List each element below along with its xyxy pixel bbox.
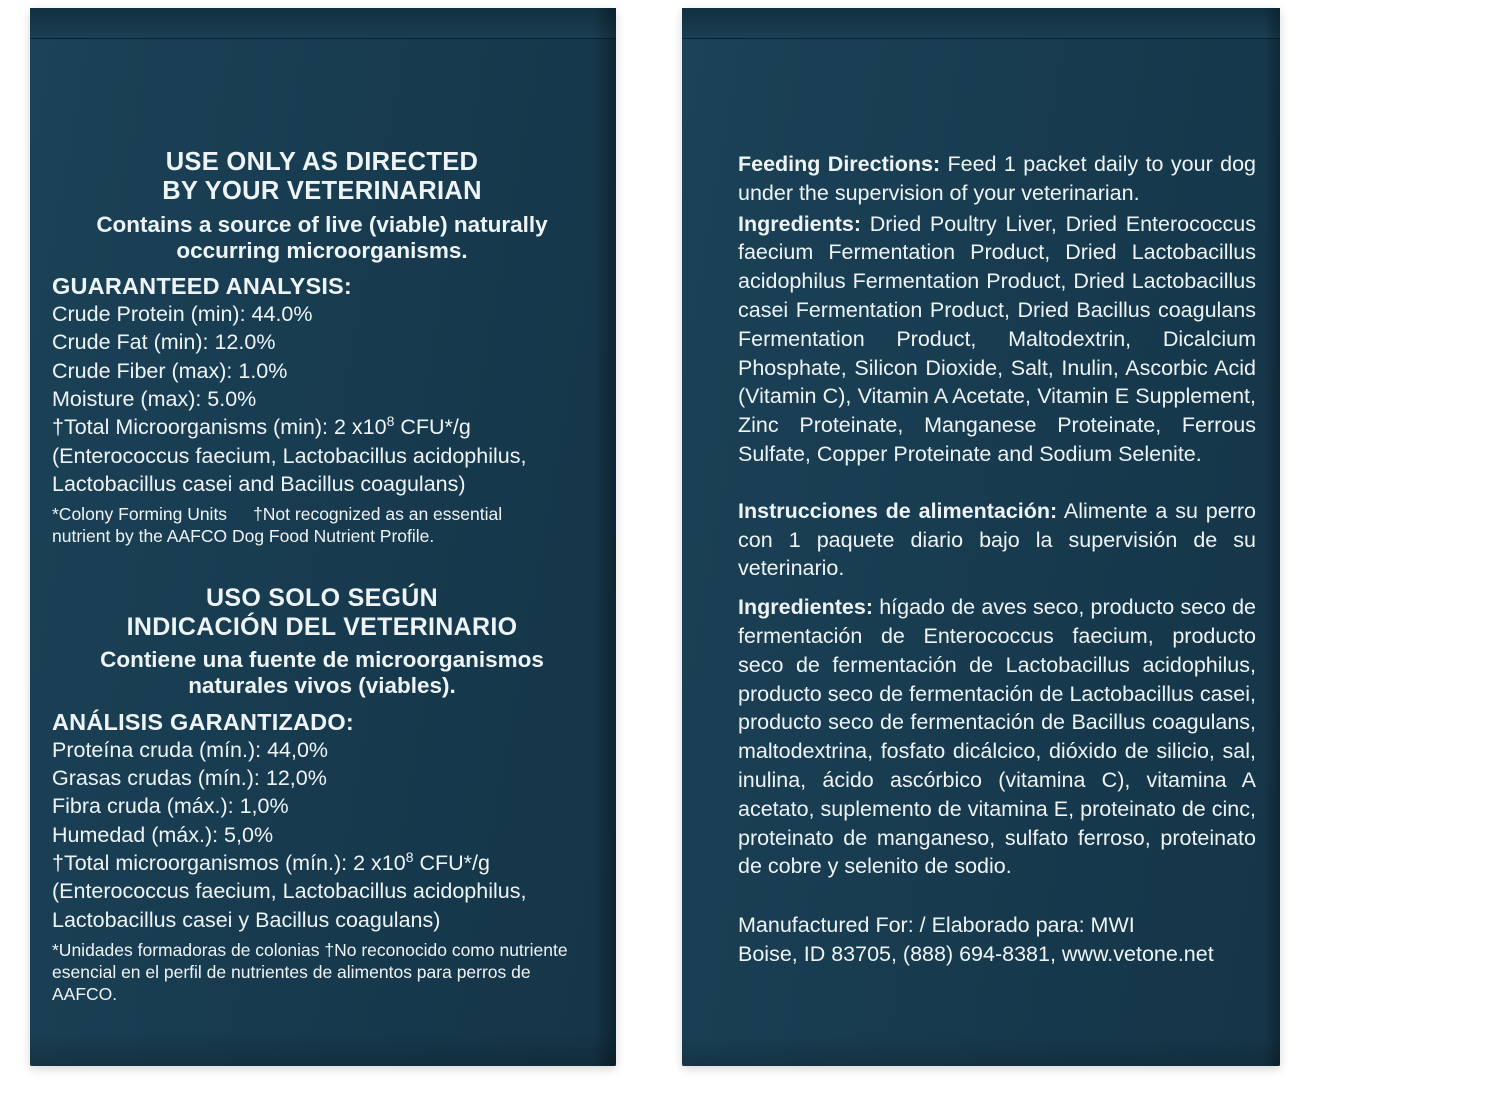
footnote-en-cfu: *Colony Forming Units bbox=[52, 504, 228, 525]
carton-left-back-panel bbox=[30, 8, 616, 1066]
feeding-directions-en bbox=[738, 150, 1256, 208]
language-divider-space-right bbox=[738, 479, 1256, 497]
footnote-en-aafco: †Not recognized as an essential bbox=[253, 504, 503, 525]
use-as-directed-heading-es-line2: INDICACIÓN DEL VETERINARIO bbox=[126, 612, 518, 641]
ingredients-label-en: Ingredients: bbox=[738, 211, 862, 236]
use-as-directed-heading-en-line2: BY YOUR VETERINARIAN bbox=[162, 176, 482, 205]
feeding-directions-label-es: Instrucciones de alimentación: bbox=[738, 498, 1058, 523]
analysis-row-fat-en: Crude Fat (min): 12.0% bbox=[52, 330, 276, 355]
analysis-row-fiber-en: Crude Fiber (max): 1.0% bbox=[52, 358, 288, 383]
analysis-row-fiber-es: Fibra cruda (máx.): 1,0% bbox=[52, 794, 289, 819]
manufacturer-line1: Manufactured For: / Elaborado para: MWI bbox=[738, 913, 1135, 938]
microorganisms-suffix-es: CFU*/g bbox=[413, 851, 490, 875]
use-as-directed-heading-es bbox=[52, 584, 592, 642]
manufacturer-line2: Boise, ID 83705, (888) 694-8381, www.vetone.net bbox=[738, 941, 1214, 966]
left-panel-text-block bbox=[52, 148, 592, 1005]
contains-statement-es bbox=[52, 647, 592, 699]
carton-right-top-flap bbox=[682, 8, 1280, 39]
contains-statement-en-line1: Contains a source of live (viable) naturally bbox=[96, 211, 548, 237]
guaranteed-analysis-title-es: ANÁLISIS GARANTIZADO: bbox=[52, 708, 354, 735]
footnote-es-line2: esencial en el perfil de nutrientes de alimentos para perros de AAFCO. bbox=[52, 961, 531, 1004]
feeding-directions-text-es: Alimente a su perro con 1 paquete diario bajo la supervisión de su veterinario. bbox=[738, 498, 1256, 581]
footnote-es-line1: *Unidades formadoras de colonias †No reconocido como nutriente bbox=[52, 940, 568, 961]
analysis-row-microorganisms-es bbox=[52, 849, 592, 877]
carton-left-side-edge bbox=[594, 8, 616, 1066]
organisms-list-en-line2: Lactobacillus casei and Bacillus coagulans) bbox=[52, 472, 466, 497]
analysis-row-protein-en: Crude Protein (min): 44.0% bbox=[52, 301, 313, 326]
microorganisms-prefix-es: †Total microorganismos (mín.): 2 x10 bbox=[52, 851, 406, 875]
contains-statement-es-line1: Contiene una fuente de microorganismos bbox=[100, 647, 544, 673]
use-as-directed-heading-en bbox=[52, 148, 592, 206]
manufacturer-info bbox=[738, 911, 1256, 969]
carton-right-bottom-shadow bbox=[682, 1036, 1280, 1066]
ingredients-text-es: hígado de aves seco, producto seco de fermentación de Enterococcus faecium, producto seco de fermentación de Lactobacillus acidophilus, producto seco de fermentación de Lactobacillus casei, producto seco de fermentación de Bacillus coagulans, maltodextrina, fosfato dicálcico, dióxido de silicio, sal, inulina, ácido ascórbico (vitamina C), vitamina A acetato, suplemento de vitamina E, proteinato de cinc, proteinato de manganeso, sulfato ferroso, proteinato de cobre y selenito de sodio. bbox=[738, 595, 1256, 879]
ingredients-text-en: Dried Poultry Liver, Dried Enterococcus faecium Fermentation Product, Dried Lactobacillus acidophilus Fermentation Product, Dried Lactobacillus casei Fermentation Product, Dried Bacillus coagulans Fermentation Product, Maltodextrin, Dicalcium Phosphate, Silicon Dioxide, Salt, Inulin, Ascorbic Acid (Vitamin C), Vitamin A Acetate, Vitamin E Supplement, Zinc Proteinate, Manganese Proteinate, Ferrous Sulfate, Copper Proteinate and Sodium Selenite. bbox=[738, 211, 1256, 466]
ingredients-es bbox=[738, 593, 1256, 881]
microorganisms-exponent-es: 8 bbox=[405, 848, 414, 865]
feeding-directions-text-en: Feed 1 packet daily to your dog under the supervision of your veterinarian. bbox=[738, 152, 1256, 205]
right-panel-text-block bbox=[738, 150, 1256, 969]
use-as-directed-heading-es-line1: USO SOLO SEGÚN bbox=[205, 583, 438, 612]
ingredients-en bbox=[738, 210, 1256, 469]
use-as-directed-heading-en-line1: USE ONLY AS DIRECTED bbox=[165, 148, 479, 176]
microorganisms-exponent-en: 8 bbox=[386, 413, 395, 430]
analysis-row-protein-es: Proteína cruda (mín.): 44,0% bbox=[52, 737, 329, 762]
contains-statement-es-line2: naturales vivos (viables). bbox=[188, 673, 456, 699]
ingredients-label-es: Ingredientes: bbox=[738, 595, 873, 620]
contains-statement-en-line2: occurring microorganisms. bbox=[176, 237, 468, 263]
footnote-en-line1 bbox=[52, 504, 592, 526]
analysis-row-fat-es: Grasas crudas (mín.): 12,0% bbox=[52, 765, 327, 790]
carton-right-side-edge bbox=[1264, 8, 1280, 1066]
contains-statement-en bbox=[52, 212, 592, 264]
footnote-es bbox=[52, 940, 592, 1005]
language-divider-space bbox=[52, 548, 592, 584]
footnote-en bbox=[52, 504, 592, 547]
analysis-row-moisture-en: Moisture (max): 5.0% bbox=[52, 386, 257, 411]
analysis-row-microorganisms-en bbox=[52, 413, 592, 441]
footnote-en-line2: nutrient by the AAFCO Dog Food Nutrient Profile. bbox=[52, 526, 435, 547]
microorganisms-suffix-en: CFU*/g bbox=[394, 415, 471, 440]
carton-left-top-flap bbox=[30, 8, 616, 39]
microorganisms-prefix-en: †Total Microorganisms (min): 2 x10 bbox=[52, 415, 387, 440]
organisms-list-en-line1: (Enterococcus faecium, Lactobacillus acidophilus, bbox=[52, 443, 527, 468]
carton-right-back-panel bbox=[682, 8, 1280, 1066]
guaranteed-analysis-title-en: GUARANTEED ANALYSIS: bbox=[52, 272, 352, 299]
carton-left-bottom-shadow bbox=[30, 1032, 616, 1066]
organisms-list-es-line2: Lactobacillus casei y Bacillus coagulans) bbox=[52, 907, 441, 932]
feeding-directions-es bbox=[738, 497, 1256, 583]
analysis-row-moisture-es: Humedad (máx.): 5,0% bbox=[52, 822, 274, 847]
feeding-directions-label-en: Feeding Directions: bbox=[738, 152, 941, 176]
organisms-list-es-line1: (Enterococcus faecium, Lactobacillus acidophilus, bbox=[52, 879, 527, 904]
